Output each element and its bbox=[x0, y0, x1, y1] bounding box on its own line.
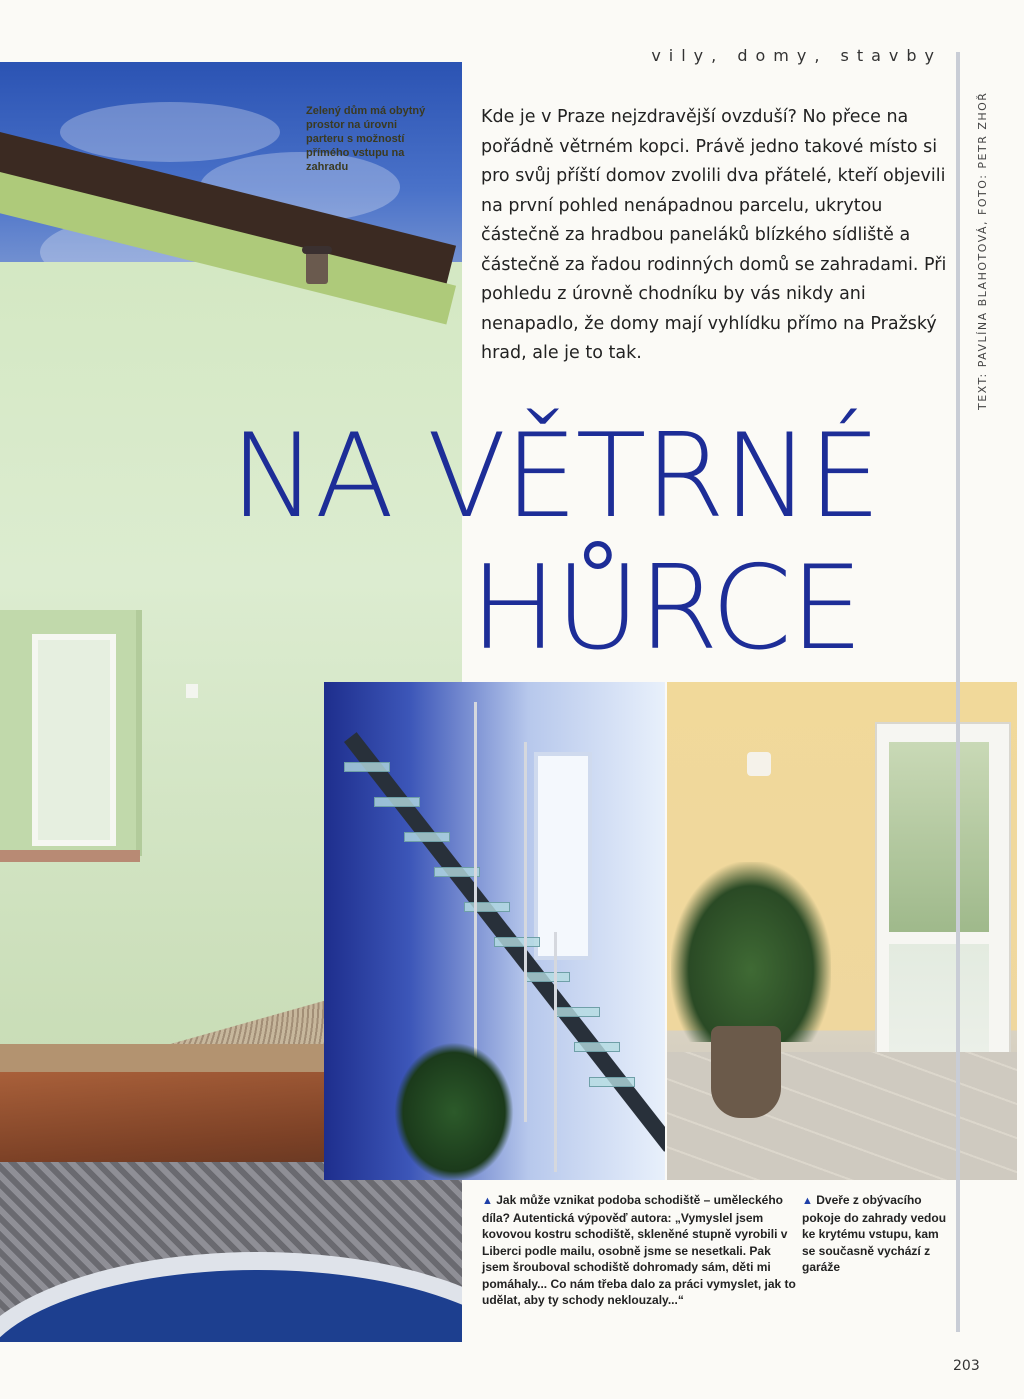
credit-text: TEXT: PAVLÍNA BLAHOTOVÁ, FOTO: PETR ZHOŘ bbox=[976, 91, 989, 410]
page-number: 203 bbox=[953, 1358, 980, 1374]
glass-staircase-photo bbox=[324, 682, 665, 1180]
living-room-door-photo bbox=[667, 682, 1017, 1180]
article-title-line-1: NA VĚTRNÉ bbox=[230, 409, 880, 544]
triangle-marker-icon: ▲ bbox=[802, 1195, 813, 1207]
door-caption bbox=[802, 1192, 948, 1276]
stairs-caption bbox=[482, 1192, 798, 1309]
article-title-line-2: HŮRCE bbox=[470, 541, 862, 676]
section-label: vily, domy, stavby bbox=[651, 46, 942, 65]
vertical-divider bbox=[956, 52, 960, 1332]
photo-caption: Zelený dům má obytný prostor na úrovni parteru s možností přímého vstupu na zahradu bbox=[306, 105, 426, 173]
stairs-caption-text: Jak může vznikat podoba schodiště – uměleckého díla? Autentická výpověď autora: „Vymyslel jsem kovovou kostru schodiště, skleněné stupně vyrobili v Liberci podle mailu, osobně jsme se nesetkali. Pak jsem šrouboval schodiště dohromady sám, děti mi pomáhaly... Co nám třeba dalo za práci vymyslet, jak to udělat, aby ty schody neklouzaly...“ bbox=[482, 1193, 796, 1307]
intro-paragraph: Kde je v Praze nejzdravější ovzduší? No přece na pořádně větrném kopci. Právě jedno takové místo si pro svůj příští domov zvolili dva přátelé, kteří objevili na první pohled nenápadnou parcelu, ukrytou částečně za hradbou paneláků blízkého sídliště a částečně za řadou rodinných domů se zahradami. Při pohledu z úrovně chodníku by vás nikdy ani nenapadlo, že domy mají vyhlídku přímo na Pražský hrad, ale je to tak. bbox=[481, 107, 947, 363]
triangle-marker-icon: ▲ bbox=[482, 1195, 493, 1207]
door-caption-text: Dveře z obývacího pokoje do zahrady vedou ke krytému vstupu, kam se současně vychází z garáže bbox=[802, 1193, 947, 1274]
credit-line bbox=[973, 60, 995, 410]
